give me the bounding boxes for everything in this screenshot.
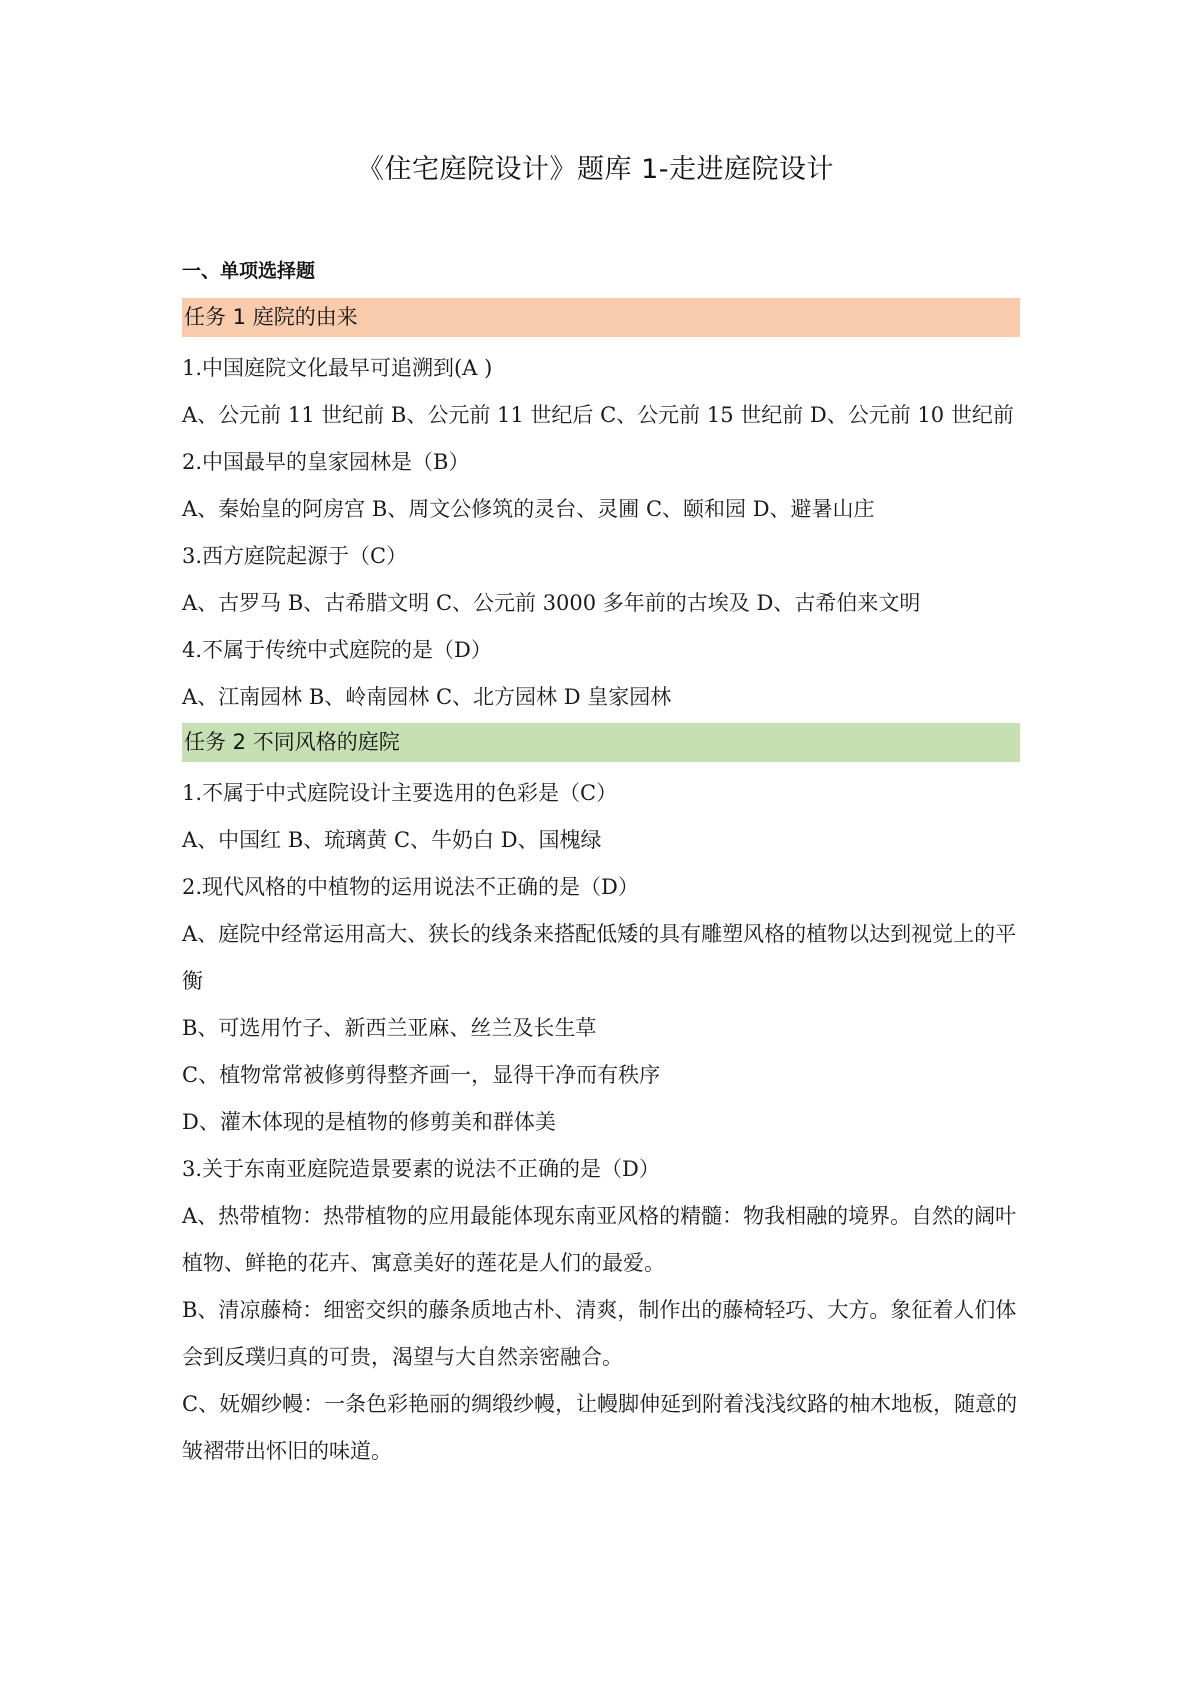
task-2-heading: 任务 2 不同风格的庭院 bbox=[182, 723, 1020, 762]
option-c-line: C、妩媚纱幔：一条色彩艳丽的绸缎纱幔，让幔脚伸延到附着浅浅纹路的柚木地板，随意的皱褶带出怀旧的味道。 bbox=[182, 1392, 1018, 1463]
options-line: A、中国红 B、琉璃黄 C、牛奶白 D、国槐绿 bbox=[182, 828, 602, 852]
question-line: 2.中国最早的皇家园林是（B） bbox=[182, 450, 470, 474]
question-line: 3.关于东南亚庭院造景要素的说法不正确的是（D） bbox=[182, 1157, 660, 1181]
question-line: 4.不属于传统中式庭院的是（D） bbox=[182, 638, 492, 662]
question-line: 2.现代风格的中植物的运用说法不正确的是（D） bbox=[182, 875, 639, 899]
option-b-line: B、清凉藤椅：细密交织的藤条质地古朴、清爽，制作出的藤椅轻巧、大方。象征着人们体会到反璞归真的可贵，渴望与大自然亲密融合。 bbox=[182, 1298, 1017, 1369]
options-line: A、古罗马 B、古希腊文明 C、公元前 3000 多年前的古埃及 D、古希伯来文明 bbox=[182, 591, 921, 615]
question-line: 1.中国庭院文化最早可追溯到(A ) bbox=[182, 356, 493, 380]
options-line: A、江南园林 B、岭南园林 C、北方园林 D 皇家园林 bbox=[182, 685, 672, 709]
task-1-questions bbox=[182, 345, 1020, 721]
options-line: A、秦始皇的阿房宫 B、周文公修筑的灵台、灵圃 C、颐和园 D、避暑山庄 bbox=[182, 497, 875, 521]
document-body bbox=[182, 258, 1020, 1475]
task-2-questions bbox=[182, 770, 1020, 1475]
question-line: 1.不属于中式庭院设计主要选用的色彩是（C） bbox=[182, 781, 618, 805]
option-a-line: A、热带植物：热带植物的应用最能体现东南亚风格的精髓：物我相融的境界。自然的阔叶植物、鲜艳的花卉、寓意美好的莲花是人们的最爱。 bbox=[182, 1204, 1017, 1275]
option-d-line: D、灌木体现的是植物的修剪美和群体美 bbox=[182, 1110, 556, 1134]
options-line: A、公元前 11 世纪前 B、公元前 11 世纪后 C、公元前 15 世纪前 D、公元前 10 世纪前 bbox=[182, 403, 1014, 427]
question-line: 3.西方庭院起源于（C） bbox=[182, 544, 408, 568]
option-c-line: C、植物常常被修剪得整齐画一，显得干净而有秩序 bbox=[182, 1063, 661, 1087]
document-title: 《住宅庭院设计》题库 1-走进庭院设计 bbox=[356, 154, 834, 185]
task-1-heading: 任务 1 庭院的由来 bbox=[182, 298, 1020, 337]
option-a-line: A、庭院中经常运用高大、狭长的线条来搭配低矮的具有雕塑风格的植物以达到视觉上的平衡 bbox=[182, 922, 1017, 993]
section-heading: 一、单项选择题 bbox=[182, 260, 316, 282]
option-b-line: B、可选用竹子、新西兰亚麻、丝兰及长生草 bbox=[182, 1016, 597, 1040]
